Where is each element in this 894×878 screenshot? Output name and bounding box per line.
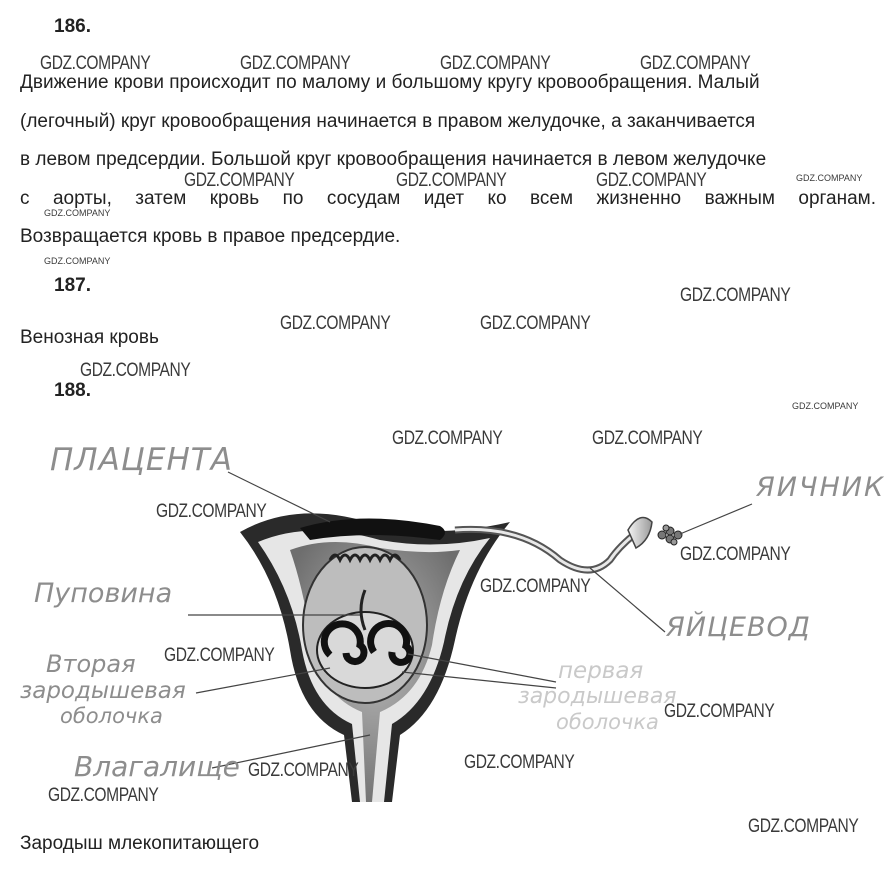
watermark: GDZ.COMPANY [748, 816, 859, 837]
watermark: GDZ.COMPANY [592, 428, 703, 449]
task-186-line-2: (легочный) круг кровообращения начинается в правом желудочке, а заканчивается [20, 110, 756, 132]
watermark: GDZ.COMPANY [480, 313, 591, 334]
watermark: GDZ.COMPANY [596, 170, 707, 191]
watermark: GDZ.COMPANY [792, 401, 859, 411]
label-oviduct: ЯЙЦЕВОД [666, 612, 811, 643]
task-186-line-5: Возвращается кровь в правое предсердие. [20, 226, 401, 247]
watermark: GDZ.COMPANY [480, 576, 591, 597]
task-186-text [20, 64, 876, 257]
watermark: GDZ.COMPANY [440, 53, 551, 74]
task-186-line-4: с аорты, затем кровь по сосудам идет ко всем жизненно важным органам. [20, 187, 876, 209]
watermark: GDZ.COMPANY [40, 53, 151, 74]
label-second-membrane-1: Вторая [46, 650, 136, 678]
label-first-membrane-2: зародышевая [518, 684, 677, 709]
watermark: GDZ.COMPANY [680, 285, 791, 306]
watermark: GDZ.COMPANY [80, 360, 191, 381]
watermark: GDZ.COMPANY [680, 544, 791, 565]
figure-caption: Зародыш млекопитающего [20, 833, 260, 854]
watermark: GDZ.COMPANY [464, 752, 575, 773]
watermark: GDZ.COMPANY [44, 256, 111, 266]
oviduct-funnel [628, 518, 652, 549]
label-second-membrane-2: зародышевая [20, 678, 186, 704]
watermark: GDZ.COMPANY [156, 501, 267, 522]
watermark: GDZ.COMPANY [640, 53, 751, 74]
watermark: GDZ.COMPANY [44, 208, 111, 218]
watermark: GDZ.COMPANY [48, 785, 159, 806]
watermark: GDZ.COMPANY [664, 701, 775, 722]
task-186-line-3: в левом предсердии. Большой круг кровообращения начинается в левом желудочке [20, 149, 767, 170]
label-second-membrane-3: оболочка [60, 704, 163, 728]
task-187-number: 187. [54, 275, 91, 296]
task-186-number: 186. [54, 16, 91, 37]
label-umbilical-cord: Пуповина [34, 578, 173, 609]
label-vagina: Влагалище [74, 750, 240, 783]
label-first-membrane-1: первая [558, 658, 644, 684]
watermark: GDZ.COMPANY [184, 170, 295, 191]
label-first-membrane-3: оболочка [556, 710, 659, 734]
watermark: GDZ.COMPANY [392, 428, 503, 449]
leader-oviduct [590, 568, 665, 632]
task-186-line-1: Движение крови происходит по малому и большому кругу кровообращения. Малый [20, 72, 760, 93]
task-188-number: 188. [54, 380, 91, 401]
watermark: GDZ.COMPANY [396, 170, 507, 191]
watermark: GDZ.COMPANY [164, 645, 275, 666]
watermark: GDZ.COMPANY [280, 313, 391, 334]
watermark: GDZ.COMPANY [248, 760, 359, 781]
label-ovary: ЯИЧНИК [756, 472, 886, 503]
watermark: GDZ.COMPANY [796, 173, 863, 183]
task-187-answer: Венозная кровь [20, 327, 159, 348]
watermark: GDZ.COMPANY [240, 53, 351, 74]
ovary-shape [658, 525, 682, 545]
label-placenta: ПЛАЦЕНТА [50, 442, 233, 478]
leader-ovary [680, 504, 752, 534]
